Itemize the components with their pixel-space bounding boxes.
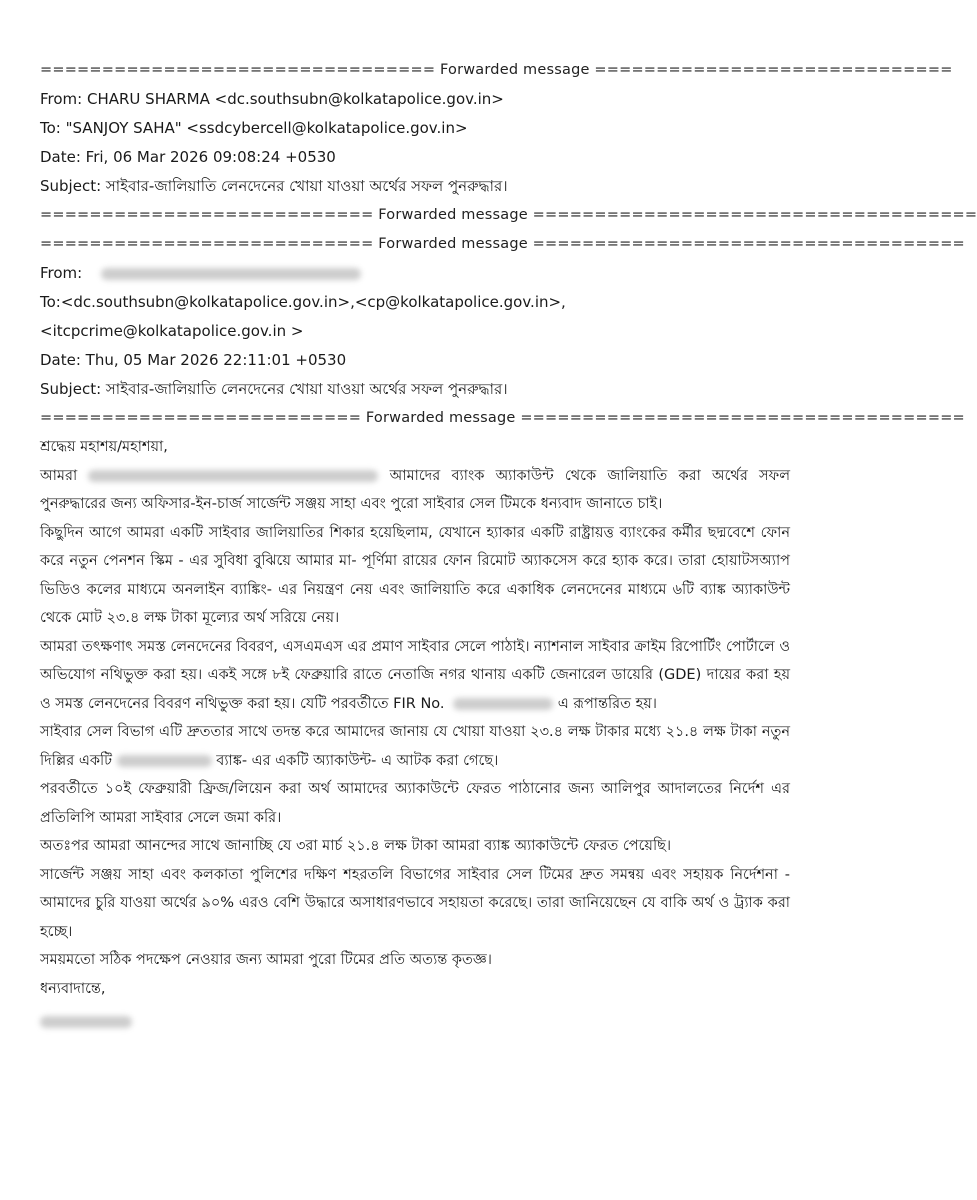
paragraph-2: কিছুদিন আগে আমরা একটি সাইবার জালিয়াতির শিকার হয়েছিলাম, যেখানে হ্যাকার একটি রাষ্ট্রায়ত্ত ব্যাংকের কর্মীর ছদ্মবেশে ফোন করে নতুন পেনশন স্কিম - এর সুবিধা বুঝিয়ে আমার মা- পূর্ণিমা রায়ের ফোন রিমোট অ্যাকসেস করে হ্যাক করে। তারা হোয়াটসঅ্যাপ ভিডিও কলের মাধ্যমে অনলাইন ব্যাঙ্কিং- এর নিয়ন্ত্রণ নেয় এবং জালিয়াতি করে একাধিক লেনদেনের মাধ্যমে ৬টি ব্যাঙ্ক অ্যাকাউন্ট থেকে মোট ২৩.৪ লক্ষ টাকা মূল্যের অর্থ সরিয়ে নেয়। bbox=[40, 524, 790, 626]
from-line bbox=[40, 259, 790, 288]
p3-end: এ রূপান্তরিত হয়। bbox=[557, 695, 657, 712]
salutation: শ্রদ্ধেয় মহাশয়/মহাশয়া, bbox=[40, 439, 168, 455]
paragraph-1-continued: পুনরুদ্ধারের জন্য অফিসার-ইন-চার্জ সার্জেন্ট সঞ্জয় সাহা এবং পুরো সাইবার সেল টিমকে ধন্যবাদ জানাতে চাই। bbox=[40, 496, 663, 512]
paragraph-1 bbox=[40, 462, 790, 491]
redacted-signature bbox=[40, 1016, 132, 1028]
date-line: Date: Fri, 06 Mar 2026 09:08:24 +0530 bbox=[40, 148, 336, 166]
redacted-name bbox=[88, 470, 378, 482]
redacted-sender bbox=[101, 268, 361, 280]
forwarded-divider: =========================== Forwarded message =================================== bbox=[40, 236, 965, 252]
to-line: To: "SANJOY SAHA" <ssdcybercell@kolkatapolice.gov.in> bbox=[40, 119, 468, 137]
paragraph-3 bbox=[40, 633, 790, 719]
paragraph-5: পরবর্তীতে ১০ই ফেব্রুয়ারী ফ্রিজ/লিয়েন করা অর্থ আমাদের অ্যাকাউন্টে ফেরত পাঠানোর জন্য আলিপুর আদালতের নির্দেশ এর প্রতিলিপি আমরা সাইবার সেলে জমা করি। bbox=[40, 781, 790, 826]
signature bbox=[40, 1007, 790, 1036]
p1-rest: আমাদের ব্যাংক অ্যাকাউন্ট থেকে জালিয়াতি করা অর্থের সফল bbox=[389, 467, 791, 484]
paragraph-4 bbox=[40, 718, 790, 775]
subject-line: Subject: সাইবার-জালিয়াতি লেনদেনের খোয়া যাওয়া অর্থের সফল পুনরুদ্ধার। bbox=[40, 177, 508, 195]
closing: ধন্যবাদান্তে, bbox=[40, 980, 106, 997]
p4-b1: লক্ষ টাকা নতুন দিল্লির একটি bbox=[40, 724, 791, 769]
redacted-fir-number bbox=[453, 698, 553, 710]
forwarded-divider: ========================== Forwarded message ==================================== bbox=[40, 410, 965, 426]
forwarded-divider: =========================== Forwarded message ==================================== bbox=[40, 207, 977, 223]
subject-line: Subject: সাইবার-জালিয়াতি লেনদেনের খোয়া যাওয়া অর্থের সফল পুনরুদ্ধার। bbox=[40, 380, 508, 398]
to-line: To:<dc.southsubn@kolkatapolice.gov.in>,<cp@kolkatapolice.gov.in>, bbox=[40, 293, 566, 311]
to-line-continued: <itcpcrime@kolkatapolice.gov.in > bbox=[40, 322, 304, 340]
date-line: Date: Thu, 05 Mar 2026 22:11:01 +0530 bbox=[40, 351, 347, 369]
from-label: From: bbox=[40, 264, 83, 282]
paragraph-7: সার্জেন্ট সঞ্জয় সাহা এবং কলকাতা পুলিশের দক্ষিণ শহরতলি বিভাগের সাইবার সেল টিমের দ্রুত সমন্বয় এবং সহায়ক নির্দেশনা - আমাদের চুরি যাওয়া অর্থের ৯০% এরও বেশি উদ্ধারে অসাধারণভাবে সহায়তা করেছে। তারা জানিয়েছেন যে বাকি অর্থ ও ট্র্যাক করা হচ্ছে। bbox=[40, 866, 790, 940]
p4-b2: ব্যাঙ্ক- এর একটি অ্যাকাউন্ট- এ আটক করা গেছে। bbox=[216, 752, 499, 769]
p1-start: আমরা bbox=[40, 467, 78, 484]
from-line: From: CHARU SHARMA <dc.southsubn@kolkatapolice.gov.in> bbox=[40, 90, 504, 108]
redacted-bank-name bbox=[117, 755, 212, 767]
paragraph-8: সময়মতো সঠিক পদক্ষেপ নেওয়ার জন্য আমরা পুরো টিমের প্রতি অত্যন্ত কৃতজ্ঞ। bbox=[40, 952, 492, 968]
p3-text: আমরা তৎক্ষণাৎ সমস্ত লেনদেনের বিবরণ, এসএমএস এর প্রমাণ সাইবার সেলে পাঠাই। ন্যাশনাল সাইবার ক্রাইম রিপোর্টিং পোর্টালে ও অভিযোগ নথিভুক্ত করা হয়। একই সঙ্গে ৮ই ফেব্রুয়ারি রাতে নেতাজি নগর থানায় একটি জেনারেল ডায়েরি (GDE) দায়ের করা হয় ও সমস্ত লেনদেনের বিবরণ নথিভুক্ত করা হয়। যেটি পরবর্তীতে FIR No. bbox=[40, 638, 790, 712]
paragraph-6: অতঃপর আমরা আনন্দের সাথে জানাচ্ছি যে ৩রা মার্চ ২১.৪ লক্ষ টাকা আমরা ব্যাঙ্ক অ্যাকাউন্টে ফেরত পেয়েছি। bbox=[40, 838, 672, 854]
p4-a: সাইবার সেল বিভাগ এটি দ্রুততার সাথে তদন্ত করে আমাদের জানায় যে খোয়া যাওয়া ২৩.৪ লক্ষ টাকার মধ্যে ২১.৪ bbox=[40, 724, 699, 740]
forwarded-divider: ================================ Forwarded message ============================= bbox=[40, 62, 953, 78]
